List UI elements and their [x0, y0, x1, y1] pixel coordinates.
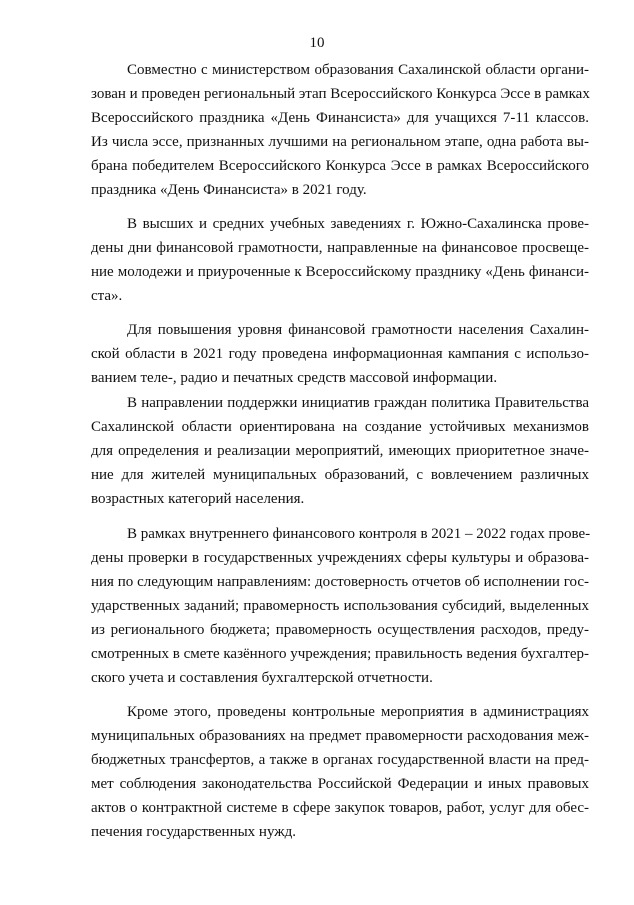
text-line: ванием теле-, радио и печатных средств массовой информации. — [91, 370, 498, 386]
text-line: В направлении поддержки инициатив граждан политика Правительства — [127, 395, 589, 411]
text-line: Совместно с министерством образования Сахалинской области органи- — [127, 62, 589, 78]
text-line: муниципальных образованиях на предмет правомерности расходования меж- — [91, 728, 589, 744]
text-line: актов о контрактной системе в сфере закупок товаров, работ, услуг для обес- — [91, 800, 589, 816]
paragraph-citizen-initiatives — [91, 391, 589, 511]
text-line: Кроме этого, проведены контрольные мероприятия в администрациях — [127, 704, 589, 720]
paragraph-information-campaign — [91, 318, 589, 390]
text-line: праздника «День Финансиста» в 2021 году. — [91, 182, 367, 198]
text-line: возрастных категорий населения. — [91, 491, 305, 507]
paragraph-essay-contest — [91, 58, 589, 202]
text-line: Сахалинской области ориентирована на создание устойчивых механизмов — [91, 419, 589, 435]
text-line: брана победителем Всероссийского Конкурса Эссе в рамках Всероссийского — [91, 158, 589, 174]
text-line: ние молодежи и приуроченные к Всероссийскому празднику «День финанси- — [91, 264, 589, 280]
text-line: дены проверки в государственных учреждениях сферы культуры и образова- — [91, 550, 589, 566]
document-body — [91, 58, 589, 844]
text-line: ста». — [91, 288, 123, 304]
text-line: смотренных в смете казённого учреждения; правильность ведения бухгалтер- — [91, 646, 589, 662]
paragraph-control-measures — [91, 700, 589, 844]
text-line: ской области в 2021 году проведена информационная кампания с использо- — [91, 346, 589, 362]
page-number: 10 — [309, 35, 325, 51]
text-line: В высших и средних учебных заведениях г. Южно-Сахалинска прове- — [127, 216, 589, 232]
text-line: Для повышения уровня финансовой грамотности населения Сахалин- — [127, 322, 589, 338]
text-line: дены дни финансовой грамотности, направленные на финансовое просвеще- — [91, 240, 589, 256]
paragraph-financial-literacy-days — [91, 212, 589, 308]
text-line: мет соблюдения законодательства Российской Федерации и иных правовых — [91, 776, 589, 792]
text-line: из регионального бюджета; правомерность осуществления расходов, преду- — [91, 622, 589, 638]
text-line: для определения и реализации мероприятий, имеющих приоритетное значе- — [91, 443, 589, 459]
text-line: зован и проведен региональный этап Всероссийского Конкурса Эссе в рамках — [91, 86, 590, 102]
text-line: ского учета и составления бухгалтерской отчетности. — [91, 670, 433, 686]
text-line: Всероссийского праздника «День Финансиста» для учащихся 7-11 классов. — [91, 110, 589, 126]
text-line: ния по следующим направлениям: достоверность отчетов об исполнении гос- — [91, 574, 589, 590]
text-line: ние для жителей муниципальных образований, с вовлечением различных — [91, 467, 589, 483]
text-line: Из числа эссе, признанных лучшими на региональном этапе, одна работа вы- — [91, 134, 589, 150]
text-line: печения государственных нужд. — [91, 824, 296, 840]
text-line: ударственных заданий; правомерность использования субсидий, выделенных — [91, 598, 589, 614]
text-line: В рамках внутреннего финансового контроля в 2021 – 2022 годах прове- — [127, 526, 591, 542]
text-line: бюджетных трансфертов, а также в органах государственной власти на пред- — [91, 752, 589, 768]
paragraph-internal-control — [91, 522, 589, 690]
